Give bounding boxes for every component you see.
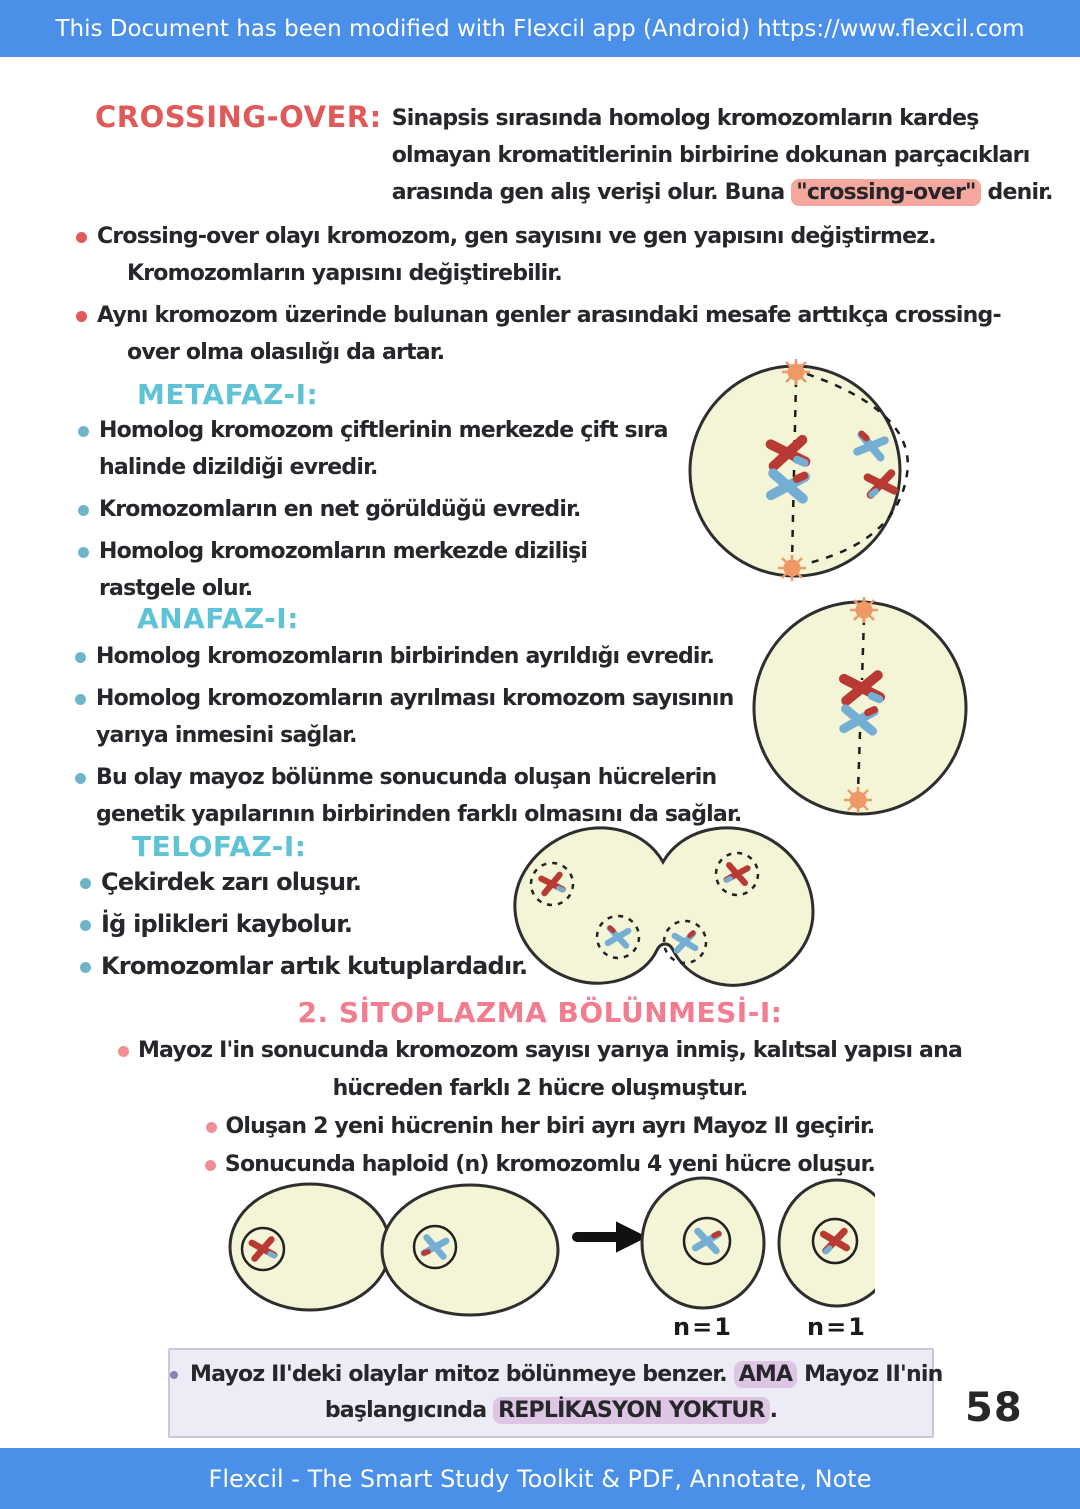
crossing-over-highlight: "crossing-over": [791, 179, 980, 206]
bullet-line: yarıya inmesini sağlar.: [96, 723, 357, 748]
metafaz-cell-diagram: [675, 356, 1015, 602]
list-item: [0, 1108, 1080, 1146]
centrosome-icon: [778, 555, 806, 581]
list-item: [78, 533, 668, 607]
bullet-line: Crossing-over olayı kromozom, gen sayısını ve gen yapısını değiştirmez.: [97, 224, 936, 249]
bullet-line: Sonucunda haploid (n) kromozomlu 4 yeni hücre oluşur.: [224, 1152, 876, 1177]
crossing-over-section: [95, 100, 1053, 211]
note-line: [170, 1357, 943, 1393]
bullet-dot-icon: [76, 232, 87, 243]
bullet-dot-icon: [206, 1122, 217, 1133]
bullet-dot-icon: [78, 426, 89, 437]
mayoz1-result-cells-diagram: [225, 1175, 875, 1345]
list-item: [78, 491, 668, 528]
n-label: n=1: [807, 1313, 867, 1341]
anafaz-cell-diagram: [745, 592, 1021, 834]
bullet-line: İğ iplikleri kaybolur.: [101, 910, 353, 938]
intro-line: [392, 174, 1053, 211]
note-text: başlangıcında: [324, 1398, 494, 1423]
telofaz-heading: TELOFAZ-I:: [132, 830, 307, 863]
list-item: [75, 638, 741, 675]
bullet-dot-icon: [75, 694, 86, 705]
list-item: [80, 864, 527, 901]
bullet-line: over olma olasılığı da artar.: [127, 340, 445, 365]
cell-membrane: [754, 602, 966, 814]
bullet-dot-icon: [118, 1046, 129, 1057]
cell-membrane: [779, 1180, 875, 1306]
bullet-line: Kromozomların en net görüldüğü evredir.: [99, 497, 581, 522]
intro-line-post: denir.: [980, 180, 1053, 205]
cell-membrane: [382, 1185, 558, 1315]
bullet-dot-icon: [205, 1160, 216, 1171]
bullet-line: Homolog kromozomların merkezde dizilişi: [99, 539, 588, 564]
sitoplazma-bullet-list: [0, 1032, 1080, 1184]
list-item: [75, 680, 741, 754]
bullet-line: rastgele olur.: [99, 576, 253, 601]
flexcil-bottom-banner: [0, 1448, 1080, 1509]
telofaz-cell-diagram: [505, 814, 821, 994]
bullet-dot-icon: [75, 652, 86, 663]
metafaz-heading: METAFAZ-I:: [137, 378, 319, 411]
intro-line-pre: arasında gen alış verişi olur. Buna: [391, 180, 792, 205]
note-text: Mayoz II'nin: [797, 1362, 943, 1387]
bullet-line: Çekirdek zarı oluşur.: [101, 868, 362, 896]
mayoz2-note-box: [168, 1348, 943, 1438]
bullet-dot-icon: [78, 505, 89, 516]
telofaz-bullet-list: [80, 864, 527, 990]
bullet-line: Oluşan 2 yeni hücrenin her biri ayrı ayrı Mayoz II geçirir.: [225, 1114, 875, 1139]
bullet-line: genetik yapılarının birbirinden farklı olmasını da sağlar.: [96, 802, 742, 827]
bullet-dot-icon: [80, 962, 91, 973]
ama-highlight: AMA: [734, 1361, 798, 1388]
bullet-line: Kromozomların yapısını değiştirebilir.: [127, 261, 562, 286]
bullet-dot-icon: [80, 920, 91, 931]
bullet-line: Bu olay mayoz bölünme sonucunda oluşan hücrelerin: [96, 765, 717, 790]
anafaz-heading: ANAFAZ-I:: [137, 602, 299, 635]
bullet-dot-icon: [78, 547, 89, 558]
dividing-cell-membrane: [515, 828, 813, 985]
sitoplazma-section: [0, 996, 1080, 1029]
flexcil-top-banner-text: This Document has been modified with Flexcil app (Android) https://www.flexcil.com: [55, 15, 1025, 42]
note-line: [170, 1393, 932, 1429]
crossing-over-bullet-list: [76, 218, 1001, 376]
intro-line: olmayan kromatitlerinin birbirine dokunan parçacıkları: [391, 143, 1030, 168]
bullet-dot-icon: [80, 878, 91, 889]
list-item: [78, 412, 668, 486]
note-text: Mayoz II'deki olaylar mitoz bölünmeye benzer.: [190, 1362, 734, 1387]
list-item: [80, 906, 527, 943]
bullet-line: Homolog kromozomların birbirinden ayrıldığı evredir.: [96, 644, 715, 669]
bullet-dot-icon: [76, 311, 87, 322]
replikasyon-highlight: REPLİKASYON YOKTUR: [493, 1397, 769, 1424]
note-text: .: [769, 1398, 778, 1423]
crossing-over-heading: CROSSING-OVER:: [95, 100, 382, 134]
n-label: n=1: [673, 1313, 733, 1341]
list-item: [0, 1032, 1080, 1070]
bullet-line: Homolog kromozomların ayrılması kromozom sayısının: [96, 686, 734, 711]
centrosome-icon: [850, 597, 878, 623]
list-item: [80, 948, 527, 985]
bullet-line: hücreden farklı 2 hücre oluşmuştur.: [332, 1076, 748, 1101]
flexcil-bottom-banner-text: Flexcil - The Smart Study Toolkit & PDF, Annotate, Note: [208, 1464, 872, 1493]
arrow-icon: [577, 1223, 645, 1251]
centrosome-icon: [844, 787, 872, 813]
flexcil-top-banner: [0, 0, 1080, 57]
bullet-line: Homolog kromozom çiftlerinin merkezde çift sıra: [99, 418, 668, 443]
bullet-line: Mayoz I'in sonucunda kromozom sayısı yarıya inmiş, kalıtsal yapısı ana: [137, 1038, 963, 1063]
intro-line: Sinapsis sırasında homolog kromozomların kardeş: [391, 106, 979, 131]
centrosome-icon: [782, 359, 810, 385]
bullet-line: Aynı kromozom üzerinde bulunan genler arasındaki mesafe arttıkça crossing-: [97, 303, 1001, 328]
page-number: 58: [965, 1385, 1023, 1431]
metafaz-bullet-list: [78, 412, 668, 612]
bullet-line: Kromozomlar artık kutuplardadır.: [101, 952, 528, 980]
bullet-dot-icon: [170, 1371, 178, 1379]
sitoplazma-heading: 2. SİTOPLAZMA BÖLÜNMESİ-I:: [297, 996, 783, 1029]
bullet-line: halinde dizildiği evredir.: [99, 455, 378, 480]
list-item: [76, 218, 1001, 292]
anafaz-bullet-list: [75, 638, 741, 838]
bullet-dot-icon: [75, 773, 86, 784]
